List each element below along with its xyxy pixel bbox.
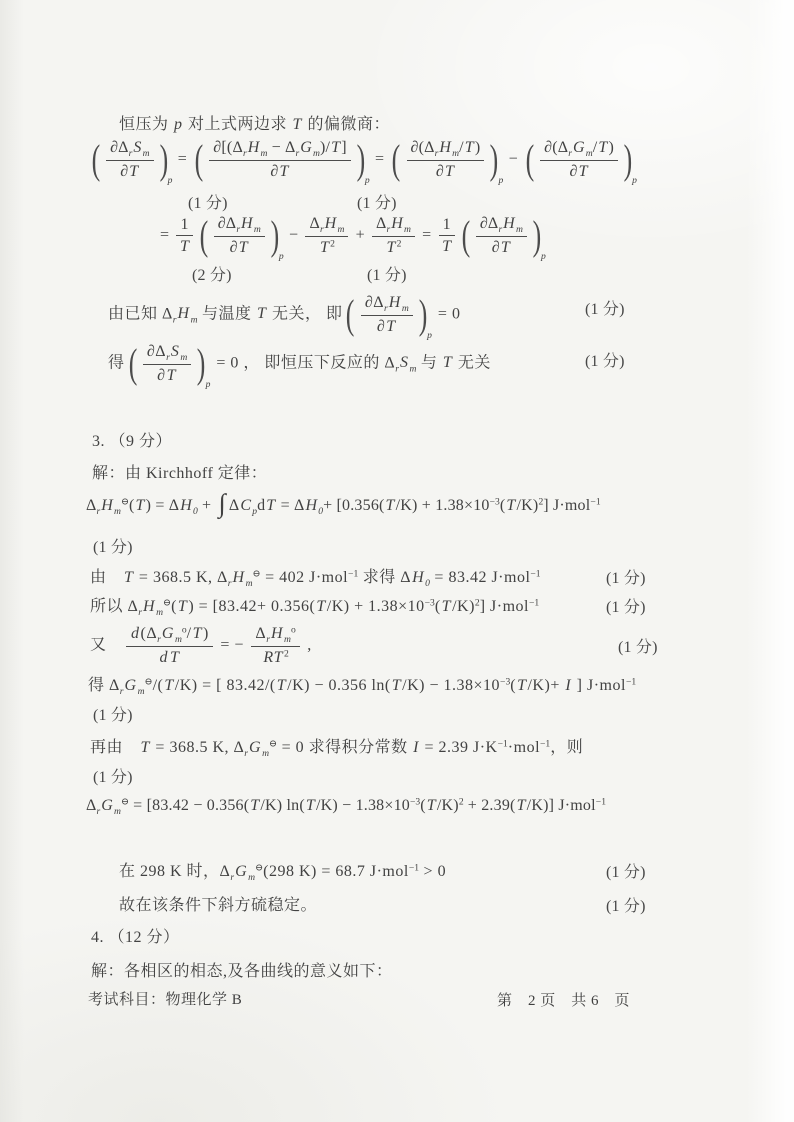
- score-mark: (2 分): [192, 267, 232, 284]
- enthalpy-function-line: 所以 $\Delta_rH_m^⊖(T) = [83.42+ 0.356(T/K) + 1.38\times 10^{-3}(T/K)^2]$ J·mol$^{-1}$: [90, 597, 540, 618]
- score-mark: (1 分): [188, 195, 228, 212]
- score-mark: (1 分): [357, 195, 397, 212]
- question-3-heading: 3. （9 分）: [92, 433, 173, 450]
- solution-3-intro: 解：由 Kirchhoff 定律：: [92, 465, 268, 482]
- solution-4-intro: 解：各相区的相态,及各曲线的意义如下：: [91, 963, 393, 980]
- entropy-result-line: 得 ( $\frac{\partial\Delta_rS_m}{\partial T}$ ) p = 0 ， 即恒压下反应的 $\Delta_rS_m$ 与 T 无关: [108, 340, 491, 390]
- integrated-gibbs-line: 得 $\Delta_rG_m^⊖/(T/K)$ = [ 83.42/(T/K) − 0.356 $\ln(T/K) - 1.38\times 10^{-3}(T/K)+ I$ ] J·mol$^{-1}$: [88, 676, 637, 697]
- score-mark: (1 分): [606, 599, 646, 616]
- score-mark: (1 分): [585, 301, 625, 318]
- given-temperature-line: 由 T = 368.5 K, $\Delta_rH_m^⊖ = 402$ J·mol$^{-1}$ 求得 $\Delta H_0 = 83.42$ J·mol$^{-1}$: [90, 568, 541, 589]
- footer-page-number: 第 2 页 共 6 页: [497, 993, 631, 1009]
- integration-constant-line: 再由 T = 368.5 K, $\Delta_rG_m^⊖ = 0$ 求得积分常数 I = 2.39 $J\cdot K^{-1}\cdot mol^{-1}$，则: [90, 738, 584, 759]
- score-mark: (1 分): [93, 707, 133, 724]
- question-4-heading: 4. （12 分）: [91, 929, 180, 946]
- evaluation-298K-line: 在 298 K 时，$\Delta_rG_m^⊖(298$ K) = 68.7 J·mol$^{-1}$ > 0: [119, 862, 447, 883]
- score-mark: (1 分): [93, 769, 133, 786]
- score-mark: (1 分): [367, 267, 407, 284]
- score-mark: (1 分): [93, 539, 133, 556]
- score-mark: (1 分): [585, 353, 625, 370]
- final-gibbs-equation: $\Delta_rG_m^⊖ = [83.42 - 0.356(T/K) \ln(T/K) - 1.38\times 10^{-3}(T/K)^2 + 2.39(T/K)]$ J·mol$^{-1}$: [86, 796, 606, 817]
- kirchhoff-equation: $\Delta_rH_m^⊖(T) = \Delta H_0$ + ∫ $\Delta C_pdT = \Delta H_0+ [0.356(T/K) + 1.38\times 10^{-3}(T/K)^2]$ J·mol$^{-1}$: [86, 488, 601, 518]
- conclusion-line: 故在该条件下斜方硫稳定。: [119, 897, 318, 914]
- score-mark: (1 分): [606, 898, 646, 915]
- known-enthalpy-line: 由已知 $\Delta_rH_m$ 与温度 T 无关， 即 ( $\frac{\partial\Delta_rH_m}{\partial T}$ ) p = 0: [108, 291, 461, 341]
- gibbs-helmholtz-line: 又 $\frac{d(\Delta_rG_m^o/T)}{\text{d T}}$ = − $\frac{\Delta_rH_m^o}{RT^2}$ ,: [90, 624, 312, 667]
- score-mark: (1 分): [606, 570, 646, 587]
- equation-entropy-derivative: ( $\frac{\partial\Delta_rS_m}{\partial T}$ ) p = ( $\frac{\partial[(\Delta_rH_m - \Delta_rG_m)/T]}{\partial T}$ ) p = ( $\frac{\partial(\Delta_rH_m/T)}{\partial T}$ ) p − ( $\frac{\partial(\Delta_rG_m/T)}{\partial T}$ ) p: [91, 136, 638, 186]
- footer-exam-subject: 考试科目：物理化学 B: [88, 992, 243, 1008]
- score-mark: (1 分): [606, 864, 646, 881]
- intro-line: 恒压为 p 对上式两边求 T 的偏微商：: [119, 116, 390, 133]
- equation-simplified: = $\frac{1}{T}$ ( $\frac{\partial\Delta_rH_m}{\partial T}$ ) p − $\frac{\Delta_rH_m}{T^2}$ + $\frac{\Delta_rH_m}{T^2}$ = $\frac{1}{T}$ ( $\frac{\partial\Delta_rH_m}{\partial T}$ ) p: [160, 212, 546, 262]
- score-mark: (1 分): [618, 639, 658, 656]
